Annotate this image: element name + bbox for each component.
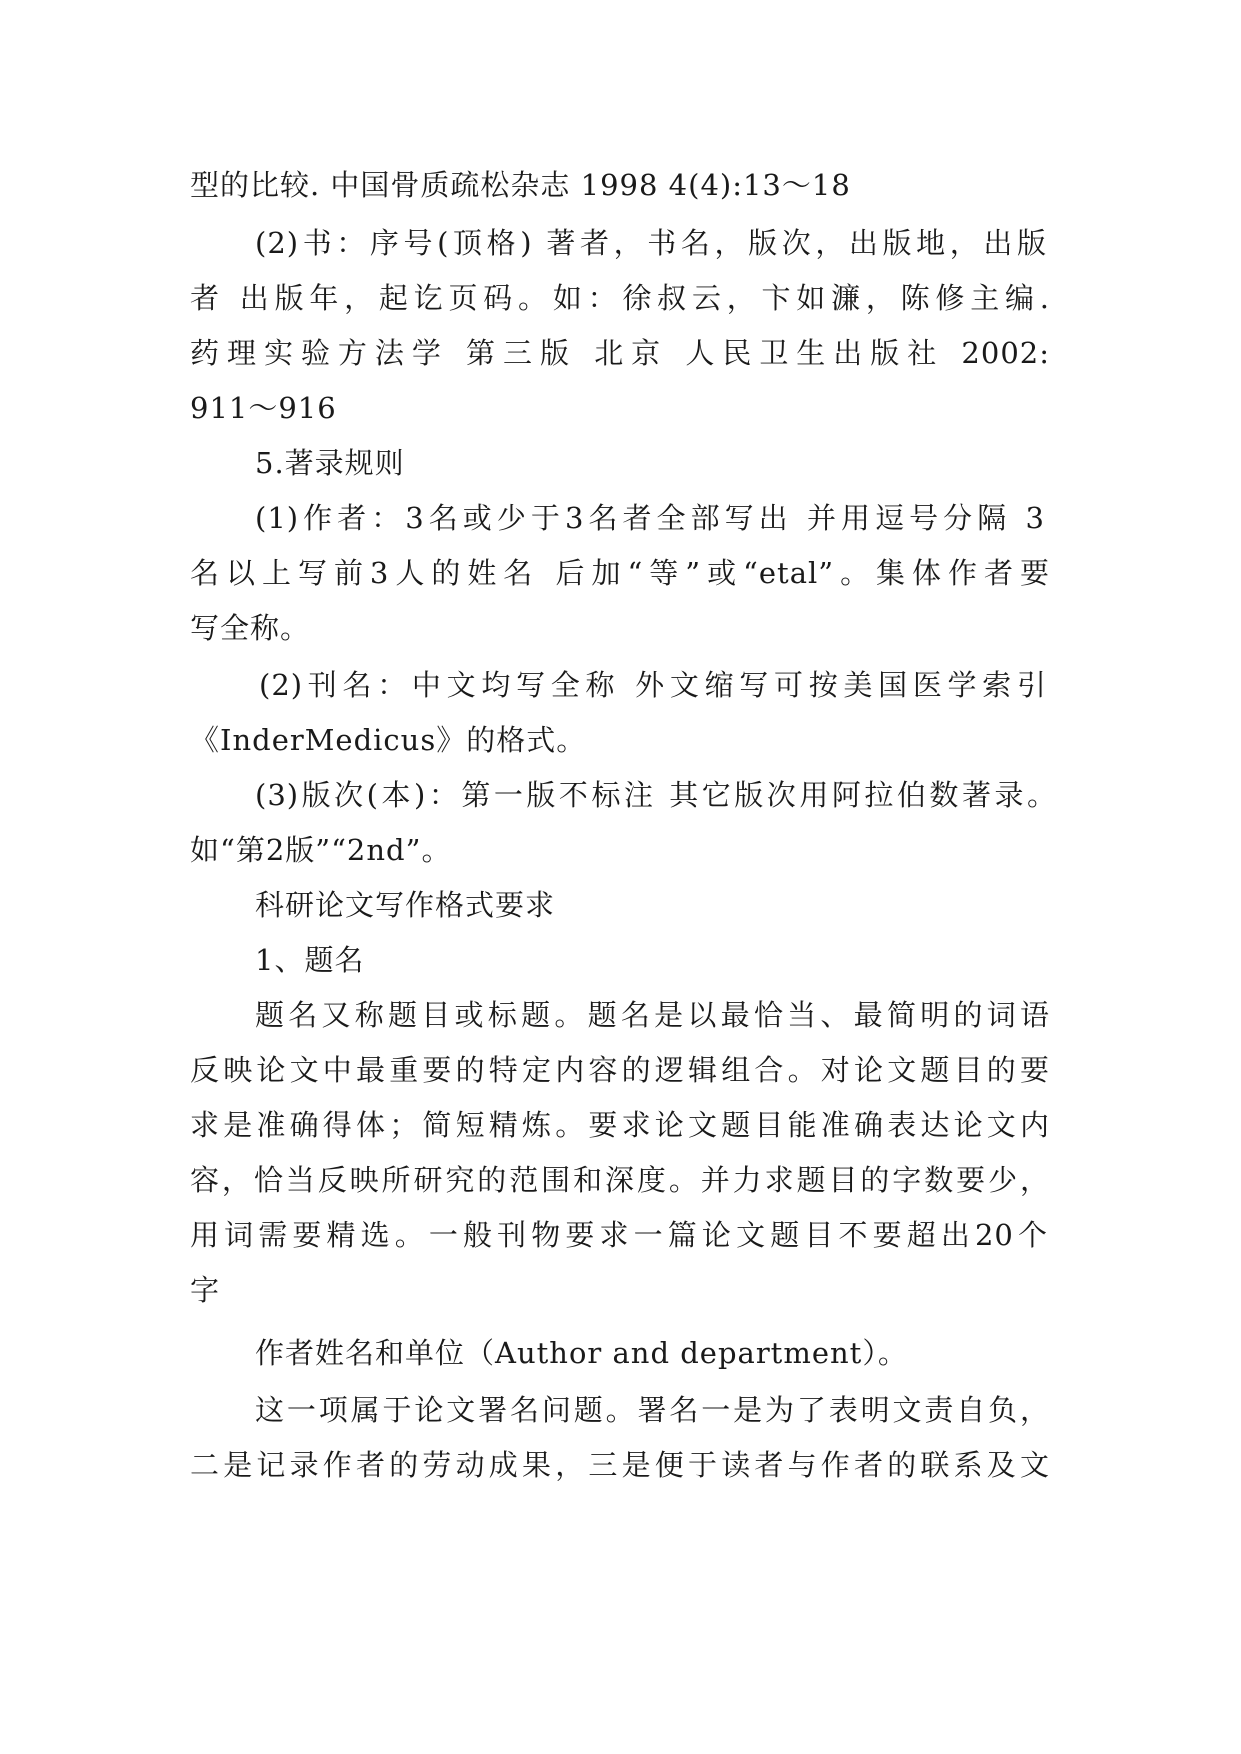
text-line-journal: (2)刊名：中文均写全称 外文缩写可按美国医学索引 [259,668,1047,702]
text-line-authors-end: 写全称。 [190,611,311,645]
text-line-signature: 这一项属于论文署名问题。署名一是为了表明文责自负， [255,1393,1050,1427]
text-line-journal-cont: 《InderMedicus》的格式。 [190,723,587,757]
section-heading-title: 1、题名 [255,943,365,977]
text-line-title-def-5: 用词需要精选。一般刊物要求一篇论文题目不要超出20个 [190,1218,1048,1252]
section-heading-paper-format: 科研论文写作格式要求 [255,888,556,922]
text-line-book-format-cont: 者 出版年，起讫页码。如：徐叔云，卞如濂，陈修主编. [190,281,1050,315]
text-line-title-def: 题名又称题目或标题。题名是以最恰当、最简明的词语 [255,998,1050,1032]
text-line-title-def-2: 反映论文中最重要的特定内容的逻辑组合。对论文题目的要 [190,1053,1050,1087]
section-heading-rules: 5.著录规则 [255,446,405,480]
text-line-title-def-end: 字 [190,1273,221,1307]
text-line-title-def-4: 容，恰当反映所研究的范围和深度。并力求题目的字数要少， [190,1163,1050,1197]
text-line-authors-cont: 名以上写前3人的姓名 后加“等”或“etal”。集体作者要 [190,556,1050,590]
text-line-book-pages: 911～916 [190,391,337,425]
text-line-edition-example: 如“第2版”“2nd”。 [190,833,452,867]
text-line-edition: (3)版次(本)：第一版不标注 其它版次用阿拉伯数著录。 [255,778,1057,812]
text-line-book-format: (2)书：序号(顶格) 著者，书名，版次，出版地，出版 [255,226,1047,260]
section-heading-author-dept: 作者姓名和单位（Author and department）。 [255,1336,908,1370]
text-line-reference-continuation: 型的比较. 中国骨质疏松杂志 1998 4(4):13～18 [190,168,851,202]
text-line-authors: (1)作者：3名或少于3名者全部写出 并用逗号分隔 3 [255,501,1045,535]
text-line-title-def-3: 求是准确得体；简短精炼。要求论文题目能准确表达论文内 [190,1108,1050,1142]
text-line-book-example: 药理实验方法学 第三版 北京 人民卫生出版社 2002: [190,336,1050,370]
text-line-signature-cont: 二是记录作者的劳动成果，三是便于读者与作者的联系及文 [190,1448,1050,1482]
